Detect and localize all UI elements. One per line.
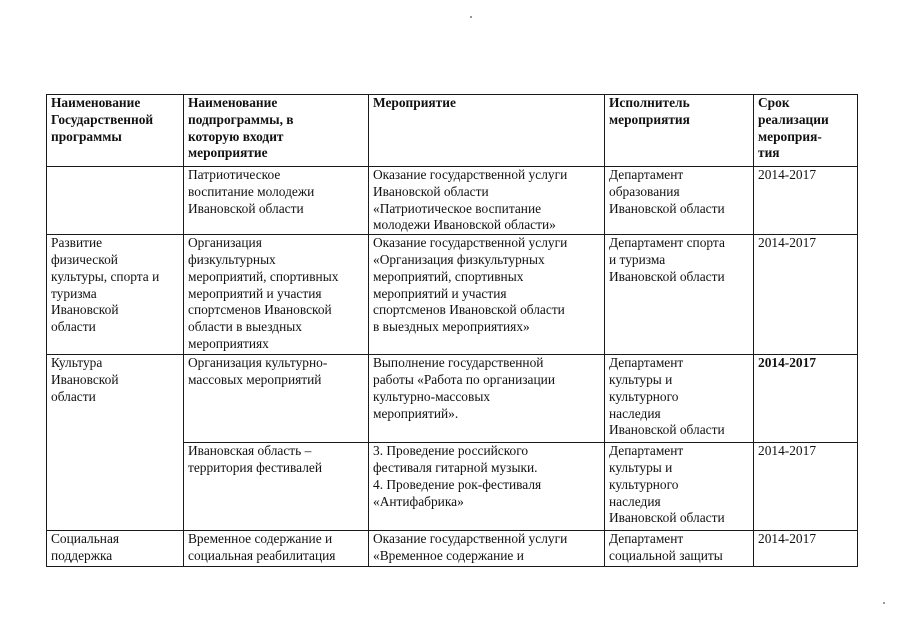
table-row (47, 235, 858, 355)
table-row (47, 167, 858, 235)
cell-program: Культура Ивановской области (47, 355, 184, 531)
cell-executor: Департамент социальной защиты (605, 531, 754, 567)
cell-term: 2014-2017 (754, 531, 858, 567)
scan-speck (883, 602, 885, 604)
cell-executor: Департамент культуры и культурного наследия Ивановской области (605, 355, 754, 443)
header-event: Мероприятие (369, 95, 605, 167)
cell-event: Оказание государственной услуги Ивановской области «Патриотическое воспитание молодежи Ивановской области» (369, 167, 605, 235)
cell-subprogram: Ивановская область – территория фестивалей (184, 443, 369, 531)
header-executor: Исполнитель мероприятия (605, 95, 754, 167)
cell-program: Социальная поддержка (47, 531, 184, 567)
cell-subprogram: Организация физкультурных мероприятий, спортивных мероприятий и участия спортсменов Ивановской области в выездных мероприятиях (184, 235, 369, 355)
cell-term: 2014-2017 (754, 167, 858, 235)
table-row (47, 531, 858, 567)
cell-subprogram: Временное содержание и социальная реабилитация (184, 531, 369, 567)
cell-event: Выполнение государственной работы «Работа по организации культурно-массовых мероприятий». (369, 355, 605, 443)
scan-speck (470, 16, 472, 18)
table-header-row (47, 95, 858, 167)
programs-table (46, 94, 858, 567)
cell-executor: Департамент культуры и культурного наследия Ивановской области (605, 443, 754, 531)
cell-term: 2014-2017 (754, 355, 858, 443)
cell-event: Оказание государственной услуги «Организация физкультурных мероприятий, спортивных мероприятий и участия спортсменов Ивановской области в выездных мероприятиях» (369, 235, 605, 355)
table-row (47, 355, 858, 443)
cell-subprogram: Патриотическое воспитание молодежи Ивановской области (184, 167, 369, 235)
cell-term: 2014-2017 (754, 235, 858, 355)
cell-event: 3. Проведение российского фестиваля гитарной музыки. 4. Проведение рок-фестиваля «Антифабрика» (369, 443, 605, 531)
cell-executor: Департамент образования Ивановской области (605, 167, 754, 235)
header-subprogram: Наименование подпрограммы, в которую входит мероприятие (184, 95, 369, 167)
cell-event: Оказание государственной услуги «Временное содержание и (369, 531, 605, 567)
cell-subprogram: Организация культурно- массовых мероприятий (184, 355, 369, 443)
header-term: Срок реализации мероприя- тия (754, 95, 858, 167)
cell-executor: Департамент спорта и туризма Ивановской области (605, 235, 754, 355)
cell-program: Развитие физической культуры, спорта и туризма Ивановской области (47, 235, 184, 355)
header-program: Наименование Государственной программы (47, 95, 184, 167)
cell-term: 2014-2017 (754, 443, 858, 531)
cell-program (47, 167, 184, 235)
